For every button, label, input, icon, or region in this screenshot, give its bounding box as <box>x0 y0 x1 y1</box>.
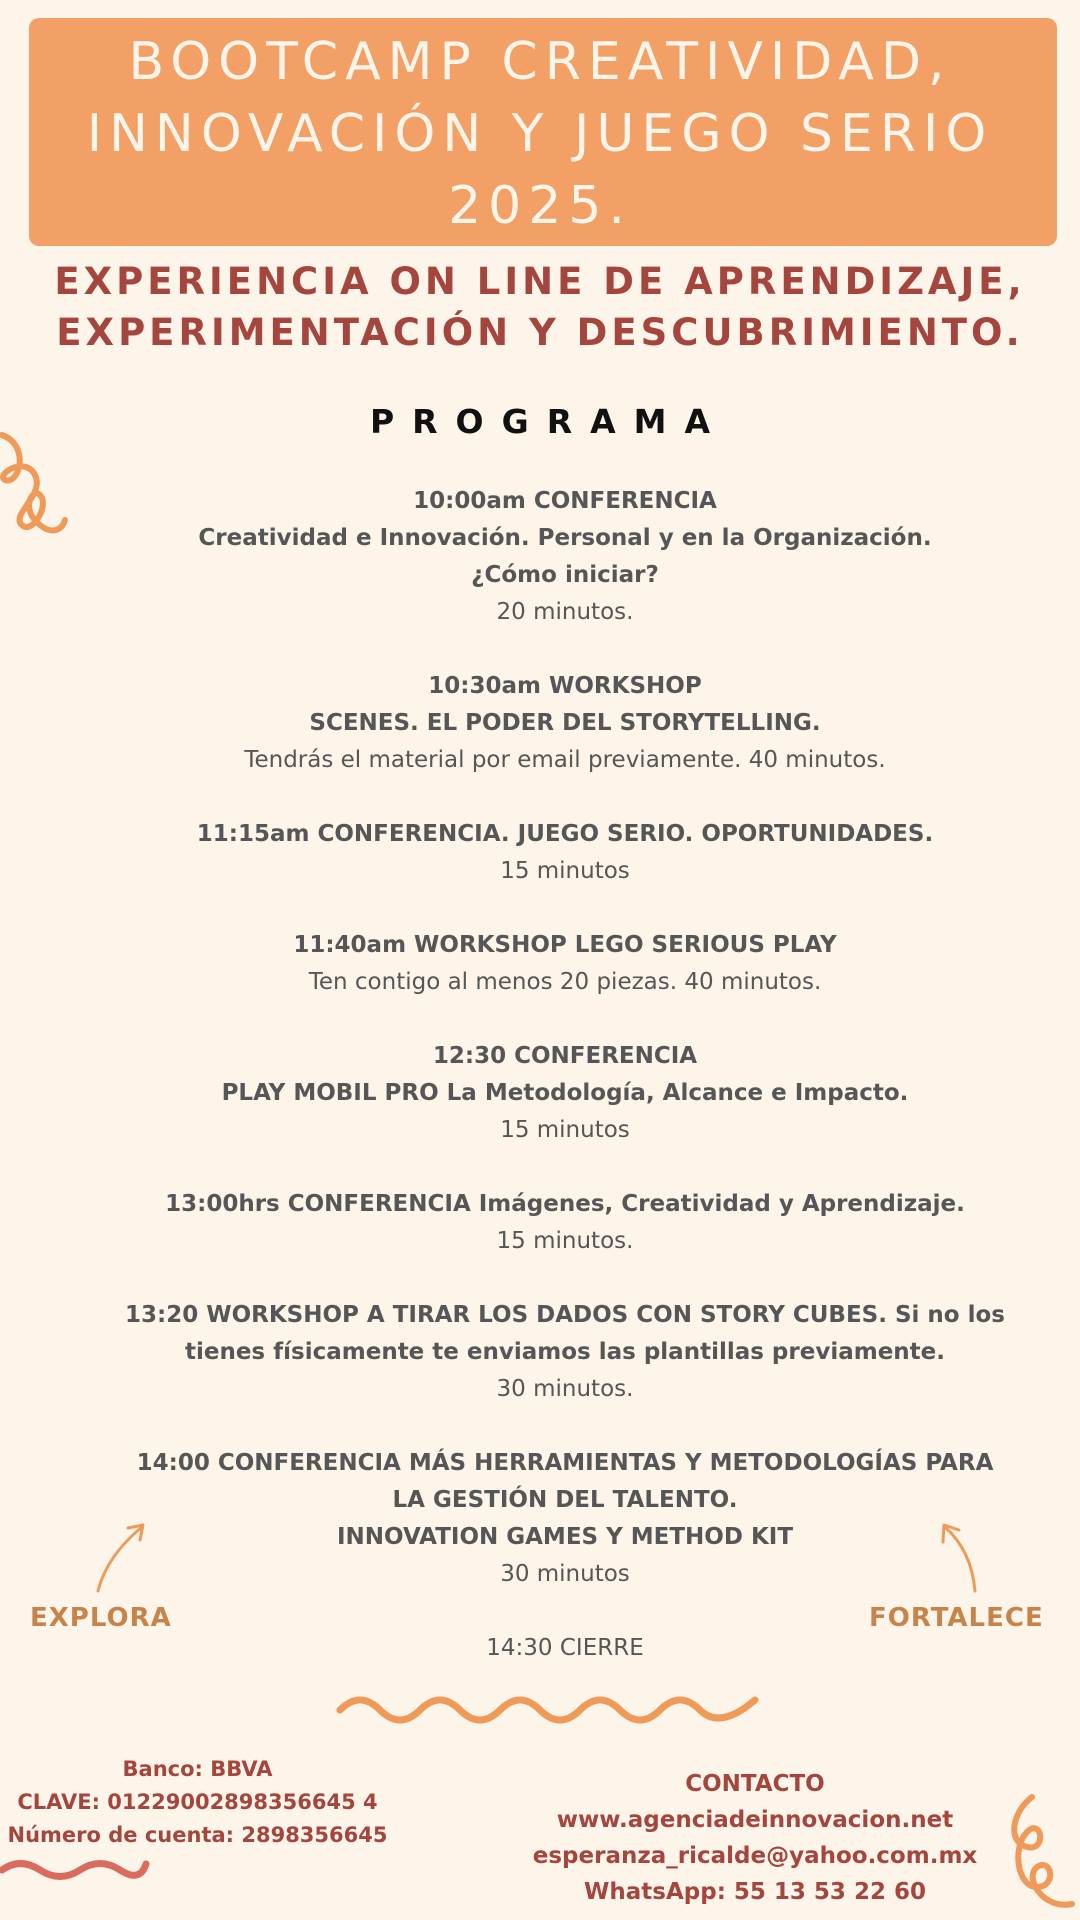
fortalece-label: FORTALECE <box>869 1603 1044 1633</box>
program-line: 30 minutos. <box>496 1376 634 1402</box>
contact-whatsapp[interactable]: WhatsApp: 55 13 53 22 60 <box>584 1879 926 1905</box>
title-line-1: BOOTCAMP CREATIVIDAD, <box>128 32 952 92</box>
squiggle-icon <box>1002 1792 1080 1917</box>
program-line: LA GESTIÓN DEL TALENTO. <box>392 1487 738 1513</box>
program-line: 12:30 CONFERENCIA <box>432 1043 698 1069</box>
program-line: PLAY MOBIL PRO La Metodología, Alcance e Impacto. <box>221 1080 909 1106</box>
program-line: 20 minutos. <box>496 599 634 625</box>
arrow-up-right-icon <box>90 1515 160 1595</box>
program-line: SCENES. EL PODER DEL STORYTELLING. <box>309 710 821 736</box>
program-line: 14:00 CONFERENCIA MÁS HERRAMIENTAS Y METODOLOGÍAS PARA <box>136 1450 994 1476</box>
subtitle-line-1: EXPERIENCIA ON LINE DE APRENDIZAJE, <box>54 260 1026 303</box>
program-line: Ten contigo al menos 20 piezas. 40 minutos. <box>308 969 822 995</box>
explora-label: EXPLORA <box>30 1603 172 1633</box>
program-heading: PROGRAMA <box>369 402 729 441</box>
program-line: 15 minutos <box>500 858 630 884</box>
program-line: INNOVATION GAMES Y METHOD KIT <box>336 1524 794 1550</box>
arrow-up-left-icon <box>935 1515 985 1595</box>
program-line: 10:00am CONFERENCIA <box>413 488 717 514</box>
program-line: Tendrás el material por email previamente. 40 minutos. <box>244 747 886 773</box>
program-line: tienes físicamente te enviamos las plantillas previamente. <box>184 1339 946 1365</box>
wave-divider <box>335 1680 760 1730</box>
program-line: 11:15am CONFERENCIA. JUEGO SERIO. OPORTUNIDADES. <box>196 821 934 847</box>
program-line-closing: 14:30 CIERRE <box>486 1635 644 1661</box>
program-line: 13:20 WORKSHOP A TIRAR LOS DADOS CON STORY CUBES. Si no los <box>125 1302 1005 1328</box>
program-line: 15 minutos <box>500 1117 630 1143</box>
title-line-2: INNOVACIÓN Y JUEGO SERIO <box>86 104 994 164</box>
contact-heading: CONTACTO <box>685 1771 825 1797</box>
title-line-3: 2025. <box>448 176 632 236</box>
subtitle-line-2: EXPERIMENTACIÓN Y DESCUBRIMIENTO. <box>56 311 1024 354</box>
program-line: 10:30am WORKSHOP <box>428 673 702 699</box>
program-line: 30 minutos <box>500 1561 630 1587</box>
bank-clabe: CLAVE: 01229002898356645 4 <box>17 1790 378 1814</box>
program-line: 11:40am WORKSHOP LEGO SERIOUS PLAY <box>293 932 837 958</box>
wave-divider <box>0 1852 150 1892</box>
program-line: 15 minutos. <box>496 1228 634 1254</box>
squiggle-icon <box>0 425 80 555</box>
contact-website[interactable]: www.agenciadeinnovacion.net <box>556 1807 954 1833</box>
bank-name: Banco: BBVA <box>122 1757 273 1781</box>
contact-email[interactable]: esperanza_ricalde@yahoo.com.mx <box>532 1843 978 1869</box>
program-line: Creatividad e Innovación. Personal y en la Organización. <box>198 525 932 551</box>
program-line: 13:00hrs CONFERENCIA Imágenes, Creatividad y Aprendizaje. <box>165 1191 965 1217</box>
program-line: ¿Cómo iniciar? <box>471 562 659 588</box>
bank-account: Número de cuenta: 2898356645 <box>7 1823 388 1847</box>
